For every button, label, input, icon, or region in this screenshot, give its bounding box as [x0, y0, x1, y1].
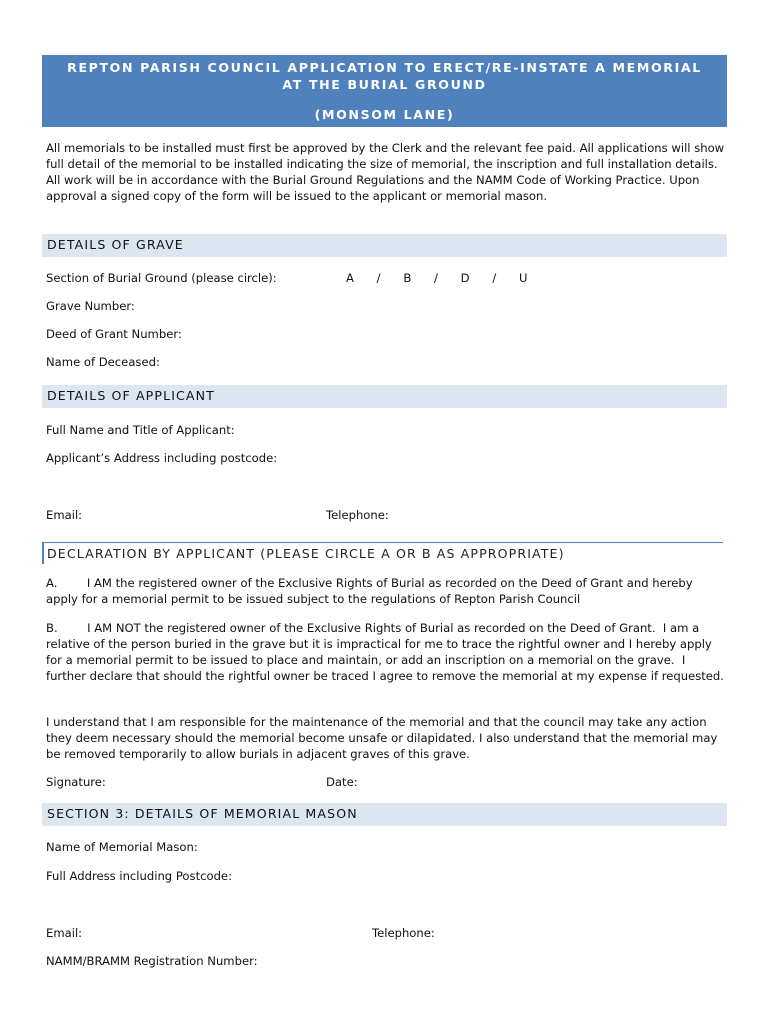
mason-email-field[interactable]: Email:: [46, 926, 83, 940]
applicant-address-field[interactable]: Applicant’s Address including postcode:: [46, 451, 278, 465]
mason-address-field[interactable]: Full Address including Postcode:: [46, 869, 232, 883]
date-field[interactable]: Date:: [326, 775, 358, 789]
deceased-name-field[interactable]: Name of Deceased:: [46, 355, 160, 369]
deed-number-field[interactable]: Deed of Grant Number:: [46, 327, 182, 341]
grave-number-field[interactable]: Grave Number:: [46, 299, 135, 313]
registration-number-field[interactable]: NAMM/BRAMM Registration Number:: [46, 954, 258, 968]
applicant-email-field[interactable]: Email:: [46, 508, 83, 522]
mason-name-field[interactable]: Name of Memorial Mason:: [46, 840, 198, 854]
mason-telephone-field[interactable]: Telephone:: [372, 926, 435, 940]
section-heading-grave: DETAILS OF GRAVE: [42, 234, 727, 257]
title-line-1: REPTON PARISH COUNCIL APPLICATION TO ERECT/RE-INSTATE A MEMORIAL: [67, 60, 702, 75]
section-label: Section of Burial Ground (please circle):: [46, 271, 277, 285]
applicant-name-field[interactable]: Full Name and Title of Applicant:: [46, 423, 235, 437]
title-line-3: (MONSOM LANE): [314, 107, 455, 122]
declaration-option-b[interactable]: B. I AM NOT the registered owner of the Exclusive Rights of Burial as recorded on the Deed of Grant. I am a relative of the person buried in the grave but it is impractical for me to trace the rightful owner and I hereby apply for a memorial permit to be issued to place and maintain, or add an inscription on a memorial on the grave. I further declare that should the rightful owner be traced I agree to remove the memorial at my expense if requested.: [46, 621, 724, 683]
section-heading-declaration: DECLARATION BY APPLICANT (PLEASE CIRCLE A OR B AS APPROPRIATE): [42, 542, 723, 564]
applicant-telephone-field[interactable]: Telephone:: [326, 508, 389, 522]
form-title-banner: [42, 55, 727, 127]
signature-field[interactable]: Signature:: [46, 775, 106, 789]
understanding-paragraph: I understand that I am responsible for the maintenance of the memorial and that the council may take any action they deem necessary should the memorial become unsafe or dilapidated. I also understand that the memorial may be removed temporarily to allow burials in adjacent graves of this grave.: [46, 715, 718, 761]
section-heading-mason: SECTION 3: DETAILS OF MEMORIAL MASON: [42, 803, 727, 826]
section-heading-applicant: DETAILS OF APPLICANT: [42, 385, 727, 408]
declaration-option-a[interactable]: A. I AM the registered owner of the Exclusive Rights of Burial as recorded on the Deed of Grant and hereby apply for a memorial permit to be issued subject to the regulations of Repton Parish Council: [46, 576, 697, 606]
title-line-2: AT THE BURIAL GROUND: [282, 77, 487, 92]
intro-paragraph: All memorials to be installed must first be approved by the Clerk and the relevant fee paid. All applications will show full detail of the memorial to be installed indicating the size of memorial, the inscription and full installation details. All work will be in accordance with the Burial Ground Regulations and the NAMM Code of Working Practice. Upon approval a signed copy of the form will be issued to the applicant or memorial mason.: [46, 141, 725, 203]
section-options[interactable]: A / B / D / U: [346, 271, 528, 285]
